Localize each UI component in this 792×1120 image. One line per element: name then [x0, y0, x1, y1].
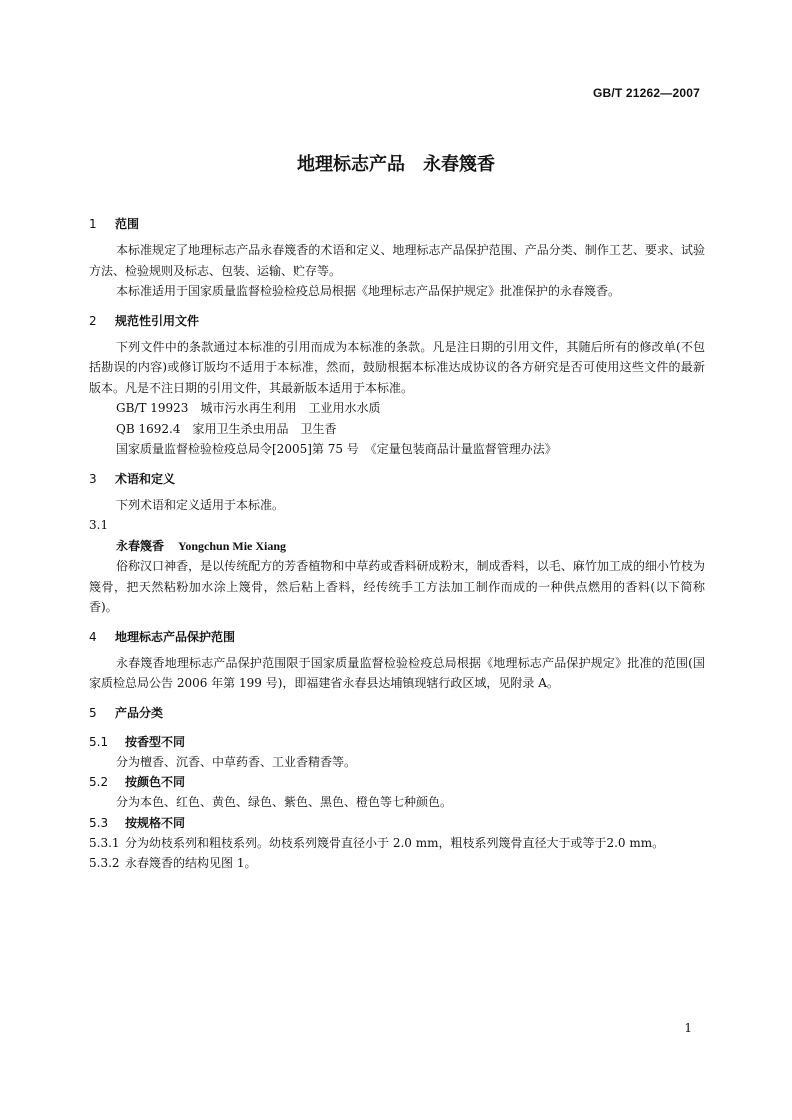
section-3-heading	[89, 469, 705, 489]
clause-title: 按颜色不同	[125, 775, 186, 789]
clause-5-1-heading	[89, 732, 705, 752]
section-5-heading	[89, 703, 705, 723]
clause-number: 5.3.1	[89, 835, 120, 850]
term-entry	[89, 536, 705, 557]
paragraph: 本标准规定了地理标志产品永春篾香的术语和定义、地理标志产品保护范围、产品分类、制作工艺、要求、试验方法、检验规则及标志、包装、运输、贮存等。	[89, 243, 705, 278]
reference-item: 国家质量监督检验检疫总局令[2005]第 75 号 《定量包装商品计量监督管理办法》	[116, 442, 557, 456]
clause-5-3-heading	[89, 813, 705, 833]
section-number: 5	[89, 705, 97, 720]
clause-5-3-1	[89, 833, 705, 854]
reference-item: GB/T 19923 城市污水再生利用 工业用水水质	[116, 401, 381, 415]
subclause-number: 3.1	[89, 518, 109, 532]
section-number: 1	[89, 217, 97, 231]
section-number: 4	[89, 629, 97, 644]
paragraph: 永春篾香地理标志产品保护范围限于国家质量监督检验检疫总局根据《地理标志产品保护规定》批准的范围(国家质检总局公告 2006 年第 199 号)，即福建省永春县达埔镇现辖行政区域，见附录 A。	[89, 655, 705, 690]
document-title: 地理标志产品 永春篾香	[297, 154, 495, 175]
paragraph: 本标准适用于国家质量监督检验检疫总局根据《地理标志产品保护规定》批准保护的永春篾香。	[116, 284, 621, 298]
section-2-heading	[89, 311, 705, 331]
section-number: 3	[89, 471, 97, 486]
section-title: 范围	[115, 217, 140, 231]
section-title: 术语和定义	[115, 471, 176, 486]
clause-5-3-2	[89, 853, 705, 874]
paragraph: 下列术语和定义适用于本标准。	[116, 497, 285, 512]
clause-number: 5.3	[89, 815, 109, 830]
clause-title: 按规格不同	[125, 815, 186, 830]
section-title: 规范性引用文件	[115, 313, 200, 328]
term-english: Yongchun Mie Xiang	[178, 538, 287, 553]
section-title: 产品分类	[115, 705, 164, 720]
section-4-heading	[89, 627, 705, 647]
clause-text: 分为本色、红色、黄色、绿色、紫色、黑色、橙色等七种颜色。	[116, 795, 453, 809]
page-number: 1	[684, 1021, 692, 1035]
clause-number: 5.1	[89, 734, 109, 749]
clause-5-2-heading	[89, 772, 705, 792]
clause-number: 5.3.2	[89, 856, 120, 870]
clause-text: 分为幼枝系列和粗枝系列。幼枝系列篾骨直径小于 2.0 mm，粗枝系列篾骨直径大于或等于2.0 mm。	[125, 835, 665, 850]
document-body	[89, 214, 705, 874]
term-definition: 俗称汉口神香，是以传统配方的芳香植物和中草药或香料研成粉末，制成香料，以毛、麻竹加工成的细小竹枝为篾骨，把天然粘粉加水涂上篾骨，然后粘上香料，经传统手工方法加工制作而成的一种供点燃用的香料(以下简称香)。	[89, 559, 705, 614]
paragraph: 下列文件中的条款通过本标准的引用而成为本标准的条款。凡是注日期的引用文件，其随后所有的修改单(不包括勘误的内容)或修订版均不适用于本标准，然而，鼓励根据本标准达成协议的各方研究是否可使用这些文件的最新版本。凡是不注日期的引用文件，其最新版本适用于本标准。	[89, 339, 705, 395]
clause-text: 分为檀香、沉香、中草药香、工业香精香等。	[116, 754, 357, 769]
section-1-heading	[89, 214, 705, 234]
clause-number: 5.2	[89, 775, 109, 789]
standard-number: GB/T 21262—2007	[592, 86, 700, 100]
term-chinese: 永春篾香	[116, 538, 165, 553]
section-title: 地理标志产品保护范围	[115, 629, 236, 644]
section-number: 2	[89, 313, 97, 328]
reference-item: QB 1692.4 家用卫生杀虫用品 卫生香	[116, 421, 337, 436]
clause-text: 永春篾香的结构见图 1。	[125, 856, 257, 870]
clause-title: 按香型不同	[125, 734, 186, 749]
